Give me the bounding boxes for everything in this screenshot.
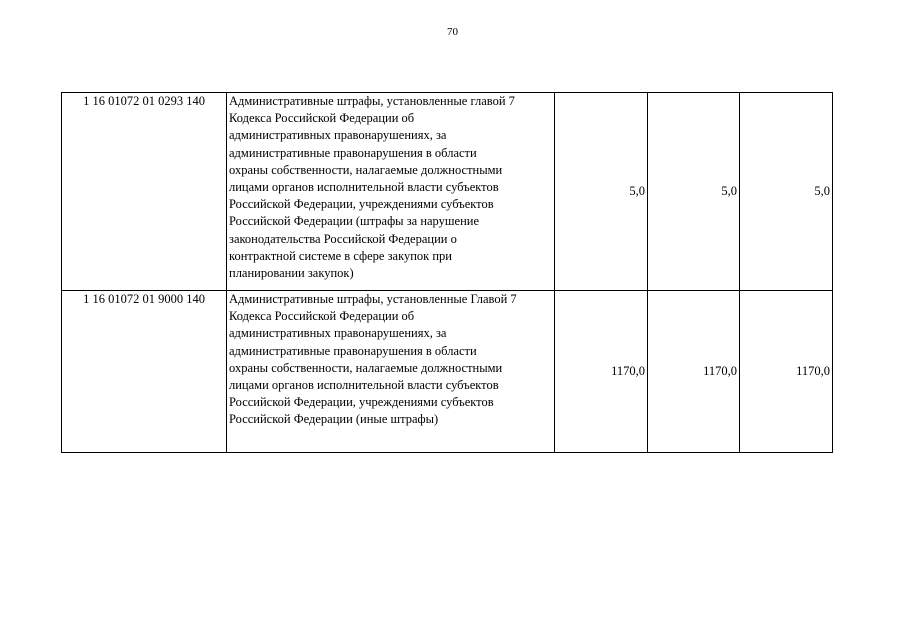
- budget-code-cell: 1 16 01072 01 0293 140: [62, 93, 227, 291]
- description-line: Российской Федерации, учреждениями субъектов: [229, 395, 494, 410]
- description-line: контрактной системе в сфере закупок при: [229, 248, 452, 263]
- budget-code-cell: 1 16 01072 01 9000 140: [62, 291, 227, 453]
- value-cell: 5,0: [740, 93, 833, 291]
- description-line: Российской Федерации, учреждениями субъектов: [229, 197, 494, 212]
- description-line: охраны собственности, налагаемые должностными: [229, 360, 503, 375]
- description-line: Кодекса Российской Федерации об: [229, 111, 415, 126]
- description-line: лицами органов исполнительной власти субъектов: [229, 378, 499, 393]
- page-number: 70: [447, 26, 458, 38]
- description-line: лицами органов исполнительной власти субъектов: [229, 180, 499, 195]
- description-line: охраны собственности, налагаемые должностными: [229, 162, 503, 177]
- description-line: Российской Федерации (иные штрафы): [229, 412, 439, 427]
- description-cell: [227, 291, 555, 453]
- description-line: законодательства Российской Федерации о: [229, 231, 457, 246]
- budget-table: [61, 92, 833, 453]
- description-line: административных правонарушениях, за: [229, 326, 447, 341]
- value-cell: 5,0: [555, 93, 648, 291]
- value-cell: 1170,0: [648, 291, 740, 453]
- value-cell: 5,0: [648, 93, 740, 291]
- table-row: [62, 291, 833, 453]
- description-line: Административные штрафы, установленные Главой 7: [229, 292, 517, 306]
- description-line: административные правонарушения в области: [229, 145, 477, 160]
- table-row: [62, 93, 833, 291]
- description-line: планировании закупок): [229, 266, 354, 281]
- description-cell: [227, 93, 555, 291]
- description-line: административные правонарушения в области: [229, 343, 477, 358]
- value-cell: 1170,0: [740, 291, 833, 453]
- description-line: Российской Федерации (штрафы за нарушение: [229, 214, 479, 229]
- description-line: Кодекса Российской Федерации об: [229, 309, 415, 324]
- description-line: административных правонарушениях, за: [229, 128, 447, 143]
- description-line: Административные штрафы, установленные главой 7: [229, 94, 515, 108]
- value-cell: 1170,0: [555, 291, 648, 453]
